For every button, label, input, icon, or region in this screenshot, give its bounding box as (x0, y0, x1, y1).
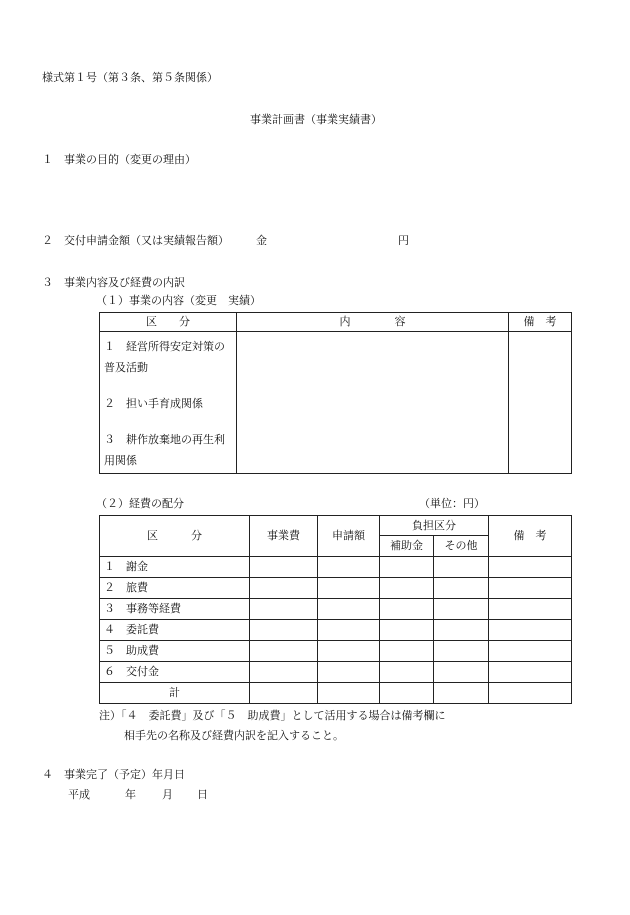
content-item: １ 経営所得安定対策の普及活動 (104, 340, 225, 374)
expense-row-label: ４ 委託費 (100, 620, 250, 641)
content-category-cell (100, 332, 237, 474)
expense-cell[interactable] (434, 557, 489, 578)
expense-cell[interactable] (318, 578, 380, 599)
expense-cell[interactable] (434, 662, 489, 683)
expense-cell[interactable] (380, 557, 434, 578)
expense-header-burden: 負担区分 (380, 516, 489, 536)
completion-day: 日 (197, 788, 208, 801)
expense-cell[interactable] (434, 641, 489, 662)
section3-heading: ３ 事業内容及び経費の内訳 (42, 276, 185, 289)
expense-cell[interactable] (250, 662, 318, 683)
content-body-cell[interactable] (237, 332, 509, 474)
expense-cell[interactable] (250, 641, 318, 662)
expense-cell[interactable] (250, 620, 318, 641)
expense-cell[interactable] (250, 578, 318, 599)
expense-cell[interactable] (380, 620, 434, 641)
note-line-2: 相手先の名称及び経費内訳を記入すること。 (124, 729, 344, 742)
section2-heading: ２ 交付申請金額（又は実績報告額） (42, 234, 229, 247)
completion-year: 年 (125, 788, 136, 801)
expense-header-project-cost: 事業費 (250, 516, 318, 557)
expense-cell[interactable] (434, 599, 489, 620)
expense-header-other: その他 (434, 536, 489, 557)
expense-cell[interactable] (318, 662, 380, 683)
amount-yen-label: 円 (398, 234, 409, 247)
completion-month: 月 (162, 788, 173, 801)
expense-cell[interactable] (434, 620, 489, 641)
expense-cell[interactable] (380, 599, 434, 620)
expense-cell[interactable] (489, 620, 572, 641)
expense-cell[interactable] (318, 641, 380, 662)
amount-kin-label: 金 (256, 234, 267, 247)
expense-cell[interactable] (489, 662, 572, 683)
expense-cell[interactable] (318, 557, 380, 578)
expense-cell[interactable] (489, 557, 572, 578)
expense-cell[interactable] (380, 641, 434, 662)
expense-cell[interactable] (318, 599, 380, 620)
expense-header-application: 申請額 (318, 516, 380, 557)
content-table (99, 312, 572, 474)
expense-cell[interactable] (489, 641, 572, 662)
expense-cell[interactable] (250, 557, 318, 578)
form-number: 様式第１号（第３条、第５条関係） (42, 71, 218, 84)
expense-header-subsidy: 補助金 (380, 536, 434, 557)
expense-cell[interactable] (434, 683, 489, 704)
section1-heading: １ 事業の目的（変更の理由） (42, 153, 196, 166)
expense-header-remarks: 備 考 (489, 516, 572, 557)
document-title: 事業計画書（事業実績書） (250, 113, 382, 126)
expense-row-label: １ 謝金 (100, 557, 250, 578)
section4-heading: ４ 事業完了（予定）年月日 (42, 768, 185, 781)
content-header-category: 区 分 (100, 313, 237, 332)
expense-cell[interactable] (318, 683, 380, 704)
expense-cell[interactable] (434, 578, 489, 599)
expense-header-category: 区 分 (100, 516, 250, 557)
expense-cell[interactable] (380, 662, 434, 683)
expense-row-label: ３ 事務等経費 (100, 599, 250, 620)
note-line-1: 注）「４ 委託費」及び「５ 助成費」として活用する場合は備考欄に (99, 709, 446, 722)
content-item: ２ 担い手育成関係 (104, 397, 203, 410)
content-header-content: 内 容 (237, 313, 509, 332)
content-item: ３ 耕作放棄地の再生利用関係 (104, 433, 225, 467)
expense-total-label: 計 (100, 683, 250, 704)
expense-cell[interactable] (250, 683, 318, 704)
expense-cell[interactable] (250, 599, 318, 620)
expense-row-label: ２ 旅費 (100, 578, 250, 599)
unit-label: （単位：円） (419, 497, 485, 510)
expense-cell[interactable] (380, 683, 434, 704)
subsection-expense-heading: （２）経費の配分 (96, 497, 184, 510)
expense-row-label: ６ 交付金 (100, 662, 250, 683)
expense-table (99, 515, 572, 704)
expense-row-label: ５ 助成費 (100, 641, 250, 662)
expense-cell[interactable] (489, 599, 572, 620)
completion-era: 平成 (68, 788, 90, 801)
expense-cell[interactable] (318, 620, 380, 641)
subsection-content-heading: （１）事業の内容（変更 実績） (96, 294, 261, 307)
expense-cell[interactable] (489, 683, 572, 704)
content-header-remarks: 備 考 (509, 313, 572, 332)
expense-cell[interactable] (380, 578, 434, 599)
content-remarks-cell[interactable] (509, 332, 572, 474)
expense-cell[interactable] (489, 578, 572, 599)
